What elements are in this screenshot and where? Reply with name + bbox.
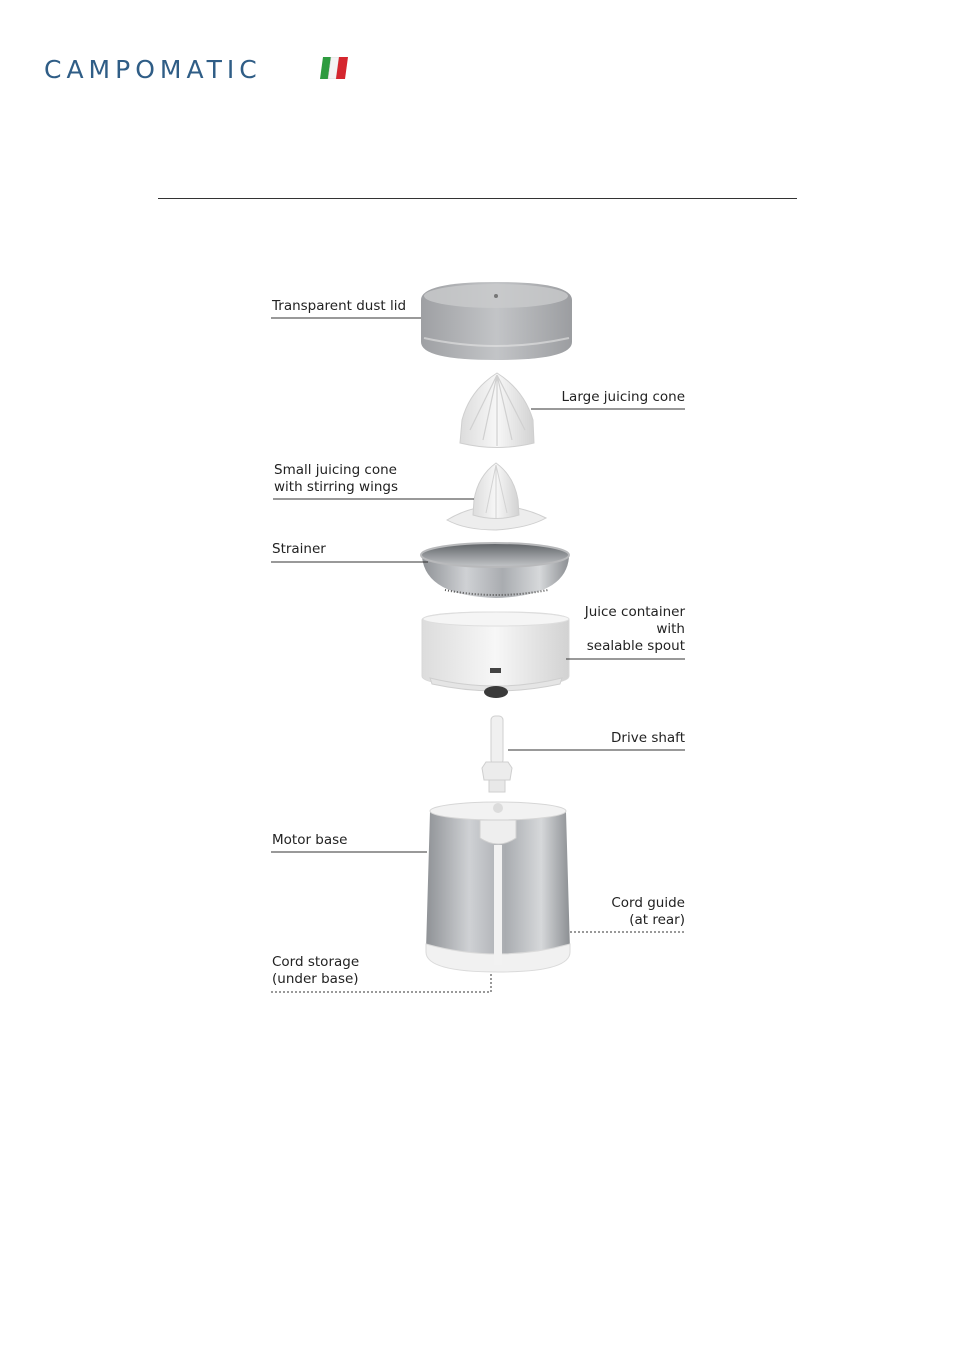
label-transparent-dust-lid — [272, 298, 406, 315]
label-cord-storage — [272, 954, 359, 988]
label-line: Cord storage — [272, 954, 360, 970]
label-line: Juice container — [584, 604, 685, 620]
label-motor-base — [272, 832, 347, 849]
dust-lid-illustration — [421, 282, 572, 360]
small-cone-illustration — [447, 463, 546, 530]
drive-shaft-illustration — [482, 716, 512, 792]
label-line: Motor base — [272, 832, 348, 848]
label-line: with stirring wings — [274, 479, 398, 495]
label-cord-guide — [611, 895, 685, 929]
label-line: Small juicing cone — [274, 462, 397, 478]
label-line: Strainer — [272, 541, 326, 557]
label-large-juicing-cone — [562, 389, 685, 406]
juice-container-illustration — [422, 612, 569, 698]
label-small-juicing-cone — [274, 462, 398, 496]
label-juice-container — [585, 604, 685, 655]
label-line: (at rear) — [629, 912, 685, 928]
label-line: (under base) — [272, 971, 359, 987]
label-line: sealable spout — [586, 638, 685, 654]
motor-base-illustration — [426, 802, 570, 972]
large-cone-illustration — [460, 373, 534, 448]
label-line: Transparent dust lid — [272, 298, 407, 314]
label-drive-shaft — [611, 730, 685, 747]
strainer-illustration — [421, 543, 569, 598]
label-line: Cord guide — [611, 895, 685, 911]
label-line: Drive shaft — [611, 730, 685, 746]
brand-name: CAMPOMATIC — [44, 55, 262, 84]
label-line: Large juicing cone — [561, 389, 685, 405]
label-strainer — [272, 541, 326, 558]
label-line: with — [656, 621, 685, 637]
